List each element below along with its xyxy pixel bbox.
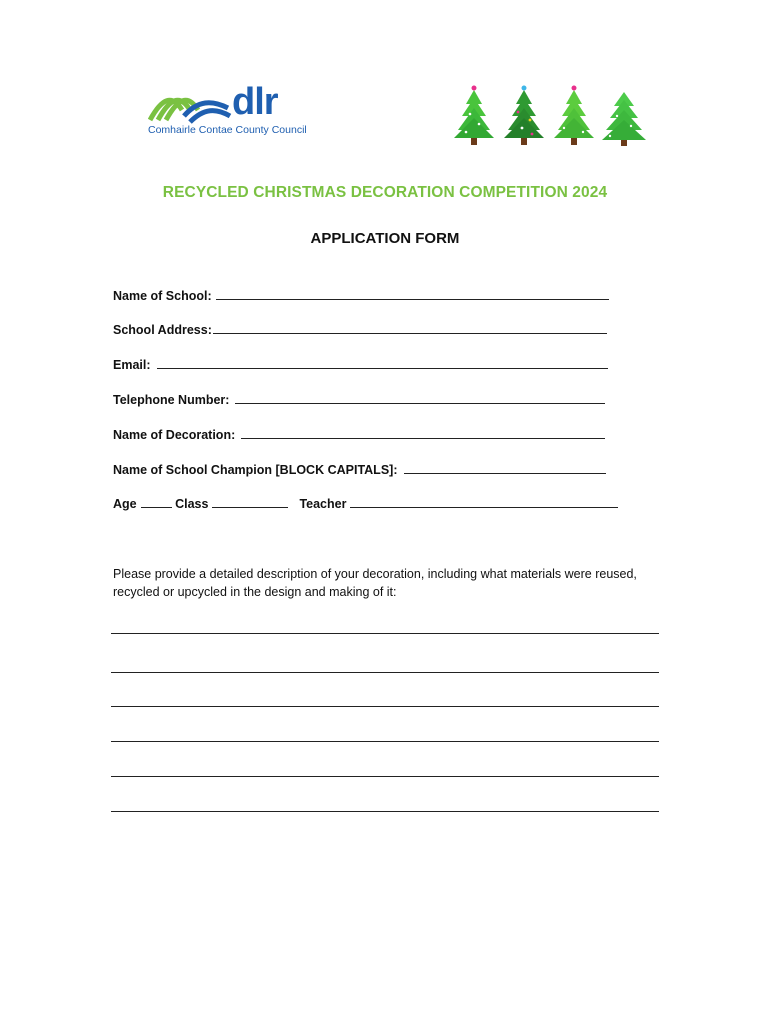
age-label: Age (113, 497, 137, 511)
age-class-teacher-field (113, 496, 618, 512)
form-subtitle: APPLICATION FORM (310, 230, 460, 247)
description-line[interactable] (111, 811, 659, 812)
champion-field (113, 462, 606, 478)
christmas-tree-icon (602, 84, 646, 146)
decoration-name-field (113, 427, 605, 443)
description-prompt: Please provide a detailed description of your decoration, including what materials were reused, recycled or upcycled in the design and making of it: (113, 567, 637, 599)
description-line[interactable] (111, 741, 659, 742)
telephone-label: Telephone Number: (113, 393, 230, 407)
class-label: Class (175, 497, 209, 511)
description-line[interactable] (111, 706, 659, 707)
christmas-trees (452, 84, 652, 146)
dlr-waves-icon (148, 90, 232, 124)
school-address-input[interactable] (213, 322, 607, 334)
telephone-input[interactable] (235, 392, 605, 404)
telephone-field (113, 392, 605, 408)
christmas-tree-icon (502, 84, 546, 146)
school-address-field (113, 322, 607, 338)
decoration-name-label: Name of Decoration: (113, 428, 236, 442)
school-address-label: School Address: (113, 323, 212, 337)
champion-label: Name of School Champion [BLOCK CAPITALS]: (113, 463, 398, 477)
champion-input[interactable] (404, 462, 606, 474)
teacher-input[interactable] (350, 496, 618, 508)
council-line: Comhairle Contae County Council (148, 124, 307, 136)
age-input[interactable] (141, 496, 172, 508)
competition-title: RECYCLED CHRISTMAS DECORATION COMPETITION 2024 (162, 184, 608, 201)
description-line[interactable] (111, 672, 659, 673)
dlr-logo (148, 81, 307, 144)
email-label: Email: (113, 358, 151, 372)
teacher-label: Teacher (299, 497, 347, 511)
christmas-tree-icon (452, 84, 496, 146)
school-name-label: Name of School: (113, 289, 212, 303)
description-line[interactable] (111, 776, 659, 777)
school-name-field (113, 288, 609, 304)
decoration-name-input[interactable] (241, 427, 605, 439)
email-input[interactable] (157, 357, 608, 369)
description-line[interactable] (111, 633, 659, 634)
brand-name: dlr (232, 81, 278, 123)
email-field (113, 357, 608, 373)
christmas-tree-icon (552, 84, 596, 146)
class-input[interactable] (212, 496, 288, 508)
school-name-input[interactable] (216, 288, 609, 300)
